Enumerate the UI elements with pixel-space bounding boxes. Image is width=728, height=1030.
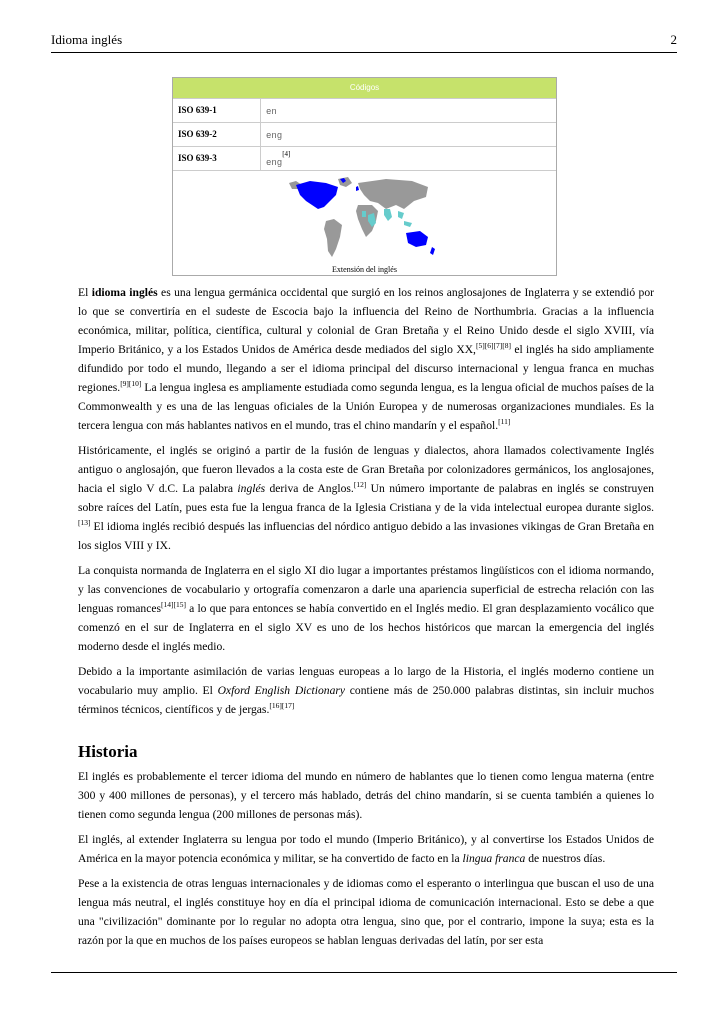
text-run: La conquista normanda de Inglaterra en el siglo XI dio lugar a importantes préstamos lingüísticos con el idioma normando, y las convenciones de vocabulario y ortografía comenzaron a darle una apariencia superficial de estrecha relación con las lenguas romances — [78, 564, 654, 615]
infobox-heading: Códigos — [173, 78, 556, 98]
text-run: El — [78, 286, 92, 299]
text-run: Un número importante de palabras en inglés se construyen sobre raíces del Latín, pues esta fue la lengua franca de la Iglesia Cristiana y de la vida intelectual europea durante siglos. — [78, 482, 654, 514]
infobox-value: en — [266, 107, 277, 117]
text-run: contiene más de 250.000 palabras distintas, sin incluir muchos términos técnicos, científicos y de jergas. — [78, 684, 654, 716]
map-figure — [173, 170, 556, 276]
paragraph-norman-conquest — [78, 561, 654, 656]
text-run: El idioma inglés recibió después las influencias del nórdico antiguo debido a las invasiones vikingas de Gran Bretaña en los siglos VIII y IX. — [78, 520, 654, 552]
paragraph-vocabulary — [78, 662, 654, 719]
infobox-row-iso3 — [173, 146, 556, 171]
text-run: La lengua inglesa es ampliamente estudiada como segunda lengua, es la lengua oficial de muchos países de la Commonwealth y es una de las lenguas oficiales de la Unión Europea y de numerosas organizaciones mundiales. Es la tercera lengua con más hablantes nativos en el mundo, tras el chino mandarín y el español. — [78, 381, 654, 432]
footer-rule — [51, 972, 677, 973]
page-number: 2 — [670, 32, 677, 47]
header-rule — [51, 52, 677, 53]
map-caption: Extensión del inglés — [332, 265, 397, 274]
text-run: Debido a la importante asimilación de varias lenguas europeas a lo largo de la Historia, el inglés moderno contiene un vocabulario muy amplio. El — [78, 665, 654, 697]
infobox-value: eng — [266, 131, 283, 141]
text-run: deriva de Anglos. — [265, 482, 354, 495]
citation-ref[interactable]: [5][6][7][8] — [475, 341, 511, 350]
text-run: de nuestros días. — [525, 852, 606, 865]
term-italic: inglés — [237, 482, 266, 495]
infobox-key: ISO 639-3 — [178, 153, 217, 163]
text-run: Históricamente, el inglés se originó a partir de la fusión de lenguas y dialectos, ahora llamados colectivamente Inglés antiguo o anglosajón, que fueron llevados a la costa este de Gran Bretaña por colonizadores germánicos, los anglosajones, hacia el siglo V d.C. La palabra — [78, 444, 654, 495]
citation-ref[interactable]: [16][17] — [269, 701, 295, 710]
paragraph-history-origin — [78, 441, 654, 555]
term-bold: idioma inglés — [91, 286, 158, 299]
infobox-divider — [260, 123, 261, 146]
paragraph-international: Pese a la existencia de otras lenguas internacionales y de idiomas como el esperanto o interlingua que buscan el uso de una lengua más neutral, el inglés constituye hoy en día el principal idioma de comunicación internacional. Esto se debe a que una "civilización" dominante por lo regular no adopta otra lengua, sino que, por el contrario, impone la suya; esta es la razón por la que en muchos de los países europeos se hablan lenguas derivadas del latín, por ser esta — [78, 877, 654, 947]
term-italic: lingua franca — [462, 852, 526, 865]
infobox-row-iso2 — [173, 122, 556, 146]
infobox-value-text: eng — [266, 158, 283, 168]
infobox-row-iso1 — [173, 98, 556, 122]
paragraph-lingua-franca — [78, 830, 654, 868]
infobox-divider — [260, 99, 261, 122]
term-italic: Oxford English Dictionary — [217, 684, 346, 697]
section-heading-historia: Historia — [78, 742, 138, 761]
citation-ref[interactable]: [13] — [78, 518, 91, 527]
infobox-value — [266, 150, 291, 168]
citation-ref[interactable]: [14][15] — [161, 600, 186, 609]
infobox-key: ISO 639-2 — [178, 129, 217, 139]
text-run: El inglés, al extender Inglaterra su lengua por todo el mundo (Imperio Británico), y al convertirse los Estados Unidos de América en la mayor potencia económica y militar, se ha convertido de facto en la — [78, 833, 654, 865]
paragraph-intro — [78, 283, 654, 435]
infobox-divider — [260, 147, 261, 171]
page-header — [51, 32, 677, 50]
citation-ref[interactable]: [9][10] — [120, 379, 142, 388]
text-run: el inglés ha sido ampliamente difundido por todo el mundo, llegando a ser el idioma principal del discurso internacional y lengua franca en muchas regiones. — [78, 343, 655, 394]
citation-ref[interactable]: [4] — [282, 150, 291, 158]
citation-ref[interactable]: [12] — [353, 480, 367, 489]
world-map-image — [286, 175, 436, 261]
running-title: Idioma inglés — [51, 32, 123, 47]
text-run: a lo que para entonces se había convertido en el Inglés medio. El gran desplazamiento vocálico que comenzó en el sur de Inglaterra en el siglo XV es uno de los hechos históricos que marcan la emergencia del inglés moderno desde el inglés medio. — [78, 602, 654, 653]
article-body — [78, 283, 654, 956]
paragraph-speakers: El inglés es probablemente el tercer idioma del mundo en número de hablantes que lo tienen como lengua materna (entre 300 y 400 millones de personas), y el tercero más hablado, detrás del chino mandarín, si se cuenta también a quienes lo tienen como segunda lengua (200 millones de personas más). — [78, 770, 654, 821]
infobox — [172, 77, 557, 276]
text-run: es una lengua germánica occidental que surgió en los reinos anglosajones de Inglaterra y se extendió por lo que se convertiría en el sudeste de Escocia bajo la influencia del Reino de Northumbria. Gracias a la influencia económica, militar, política, científica, cultural y colonial de Gran Bretaña y el Reino Unido desde el siglo XVIII, vía Imperio Británico, y a los Estados Unidos de América desde mediados del siglo XX, — [78, 286, 655, 356]
citation-ref[interactable]: [11] — [498, 417, 511, 426]
infobox-key: ISO 639-1 — [178, 105, 217, 115]
